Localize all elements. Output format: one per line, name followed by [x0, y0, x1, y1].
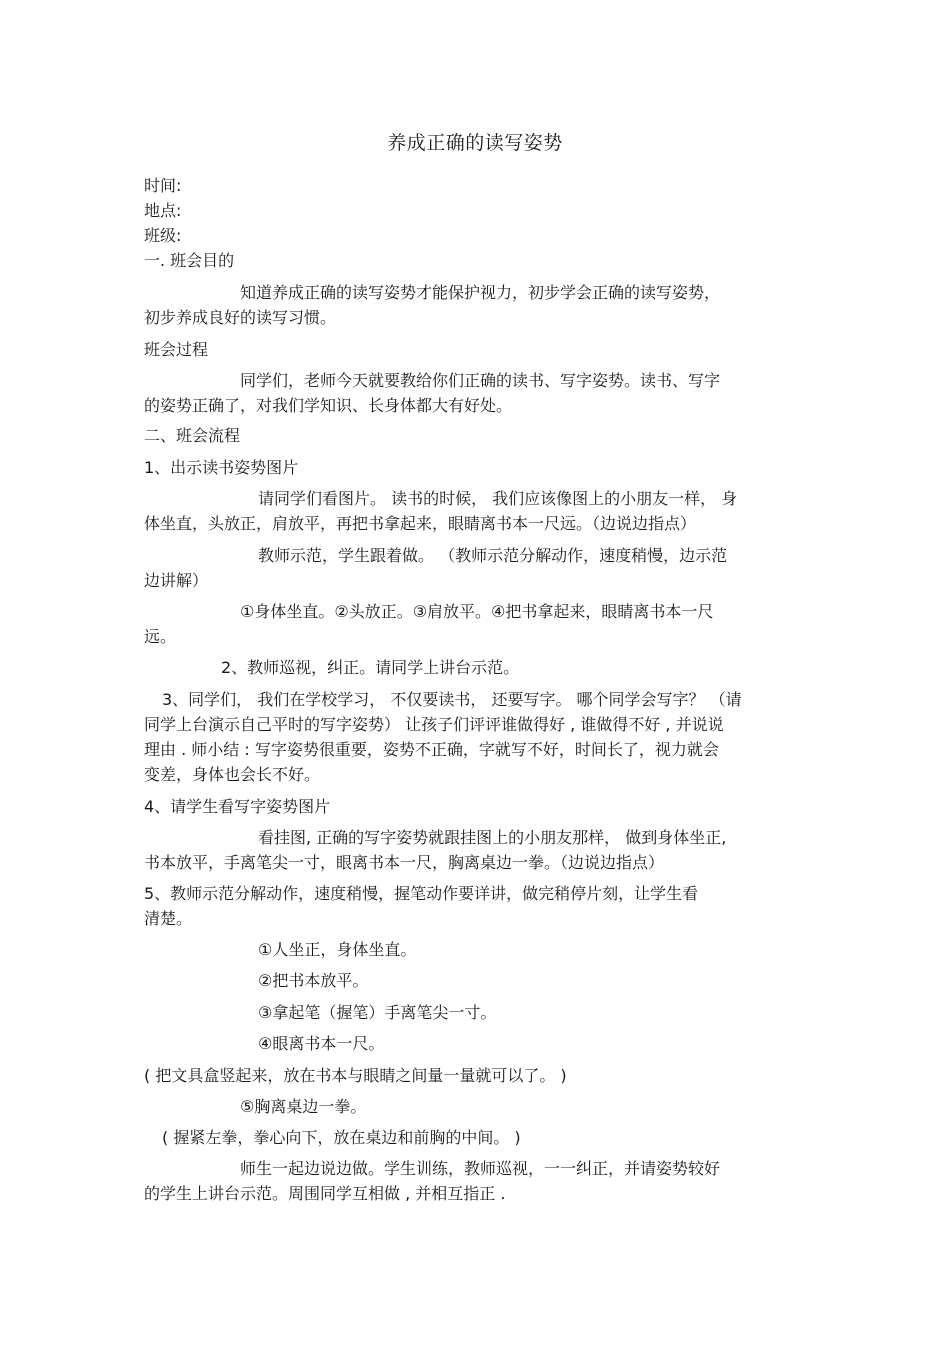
- paragraph-line: 体坐直，头放正，肩放平，再把书拿起来，眼睛离书本一尺远。（边说边指点）: [144, 514, 697, 533]
- step-item: ①人坐正，身体坐直。: [258, 940, 417, 959]
- paragraph-line: 教师示范，学生跟着做。 （教师示范分解动作，速度稍慢，边示范: [258, 546, 728, 565]
- paragraph-line: 知道养成正确的读写姿势才能保护视力，初步学会正确的读写姿势，: [240, 283, 721, 302]
- paragraph-line: 书本放平，手离笔尖一寸，眼离书本一尺，胸离桌边一拳。（边说边指点）: [144, 853, 665, 872]
- paragraph-line: 师生一起边说边做。学生训练，教师巡视，一一纠正，并请姿势较好: [240, 1159, 721, 1178]
- step-item: ②把书本放平。: [258, 971, 369, 990]
- paragraph-line: 初步养成良好的读写习惯。: [144, 308, 337, 327]
- paragraph-line: 边讲解）: [144, 571, 209, 590]
- field-time: 时间:: [144, 176, 182, 195]
- list-item-heading: 2、教师巡视，纠正。请同学上讲台示范。: [221, 658, 520, 677]
- paragraph-line: 看挂图, 正确的写字姿势就跟挂图上的小朋友那样， 做到身体坐正,: [258, 828, 727, 847]
- paragraph-line: 请同学们看图片。 读书的时候， 我们应该像图上的小朋友一样， 身: [258, 489, 738, 508]
- section-heading-purpose: 一. 班会目的: [144, 251, 235, 270]
- paragraph-line: 的姿势正确了，对我们学知识、长身体都大有好处。: [144, 396, 513, 415]
- paragraph-line: 清楚。: [144, 909, 193, 928]
- step-item: ⑤胸离桌边一拳。: [240, 1097, 367, 1116]
- section-heading-flow: 二、班会流程: [144, 426, 241, 445]
- paragraph-line: ①身体坐直。②头放正。③肩放平。④把书拿起来，眼睛离书本一尺: [240, 602, 714, 621]
- document-title: 养成正确的读写姿势: [387, 132, 563, 154]
- paragraph-line: 理由 . 师小结 : 写字姿势很重要，姿势不正确，字就写不好，时间长了，视力就会: [144, 740, 719, 759]
- list-item-heading: 5、教师示范分解动作，速度稍慢，握笔动作要详讲，做完稍停片刻，让学生看: [144, 884, 699, 903]
- field-place: 地点:: [144, 201, 182, 220]
- field-class: 班级:: [144, 226, 182, 245]
- paragraph-line: 同学们，老师今天就要教给你们正确的读书、写字姿势。读书、写字: [240, 371, 721, 390]
- paragraph-line: 同学上台演示自己平时的写字姿势） 让孩子们评评谁做得好 , 谁做得不好 , 并说说: [144, 715, 724, 734]
- list-item-heading: 4、请学生看写字姿势图片: [144, 797, 331, 816]
- paragraph-line: 变差，身体也会长不好。: [144, 765, 321, 784]
- paragraph-note: ( 把文具盒竖起来，放在书本与眼睛之间量一量就可以了。 ): [144, 1066, 567, 1085]
- paragraph-line: 的学生上讲台示范。周围同学互相做 , 并相互指正 .: [144, 1184, 506, 1203]
- list-item-heading: 1、出示读书姿势图片: [144, 458, 299, 477]
- step-item: ③拿起笔（握笔）手离笔尖一寸。: [258, 1003, 497, 1022]
- section-heading-process: 班会过程: [144, 340, 209, 359]
- paragraph-line: 远。: [144, 627, 177, 646]
- paragraph-note: ( 握紧左拳，拳心向下，放在桌边和前胸的中间。 ): [162, 1128, 521, 1147]
- step-item: ④眼离书本一尺。: [258, 1034, 385, 1053]
- paragraph-line: 3、同学们， 我们在学校学习， 不仅要读书， 还要写字。 哪个同学会写字？ （请: [162, 690, 742, 709]
